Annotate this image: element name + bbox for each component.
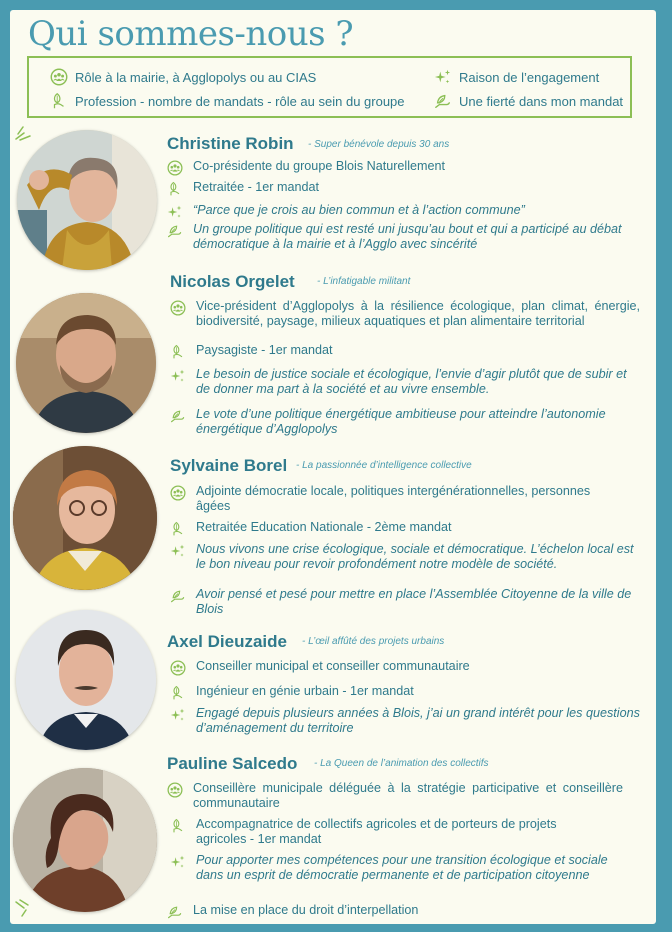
sparkles-icon: [170, 543, 186, 559]
profession-text: Paysagiste - 1er mandat: [196, 343, 333, 357]
legend-profession-label: Profession - nombre de mandats - rôle au sein du groupe: [75, 93, 405, 109]
fierte-text: La mise en place du droit d’interpellation: [193, 903, 419, 917]
fierte-text: Avoir pensé et pesé pour mettre en place l’Assemblée Citoyenne de la ville de Blois: [196, 587, 632, 616]
legend-role-label: Rôle à la mairie, à Agglopolys ou au CIAS: [75, 69, 317, 85]
person-fierte: [167, 222, 627, 252]
people-group-icon: [167, 160, 183, 176]
legend-profession: [50, 92, 405, 110]
person-profession: [170, 343, 640, 360]
leaf-hand-icon: [170, 818, 186, 834]
people-group-icon: [50, 68, 68, 86]
seedling-hand-icon: [434, 92, 452, 110]
person-raison: [170, 853, 630, 883]
leaf-hand-icon: [50, 92, 68, 110]
leaf-hand-icon: [170, 344, 186, 360]
person-role: [167, 781, 623, 811]
legend-box: [27, 56, 632, 118]
leaf-hand-icon: [170, 521, 186, 537]
legend-fierte-label: Une fierté dans mon mandat: [459, 93, 624, 109]
fierte-text: Un groupe politique qui est resté uni jusqu’au bout et qui a participé au débat démocratique à la mairie et à l’Agglo avec sincérité: [193, 222, 622, 251]
person-tagline: - La passionnée d’intelligence collective: [296, 460, 472, 471]
raison-text: Engagé depuis plusieurs années à Blois, j’ai un grand intérêt pour les questions d’aménagement du territoire: [196, 706, 640, 735]
role-text: Co-présidente du groupe Blois Naturellement: [193, 159, 446, 173]
person-tagline: - L’infatigable militant: [317, 276, 411, 287]
person-profession: [170, 817, 600, 847]
photo-christine-robin: [17, 130, 157, 270]
seedling-hand-icon: [167, 223, 183, 239]
person-tagline: - Super bénévole depuis 30 ans: [308, 139, 450, 150]
photo-pauline-salcedo: [13, 768, 157, 912]
person-role: [170, 484, 610, 514]
sparkles-icon: [170, 707, 186, 723]
people-group-icon: [170, 485, 186, 501]
profession-text: Retraitée - 1er mandat: [193, 180, 319, 194]
person-raison: [167, 203, 627, 220]
person-tagline: - La Queen de l’animation des collectifs: [314, 758, 489, 769]
role-text: Vice-président d’Agglopolys à la résilience écologique, plan climat, énergie, biodiversité, paysage, milieux aquatiques et plan alimentaire territorial: [196, 299, 640, 328]
seedling-hand-icon: [170, 588, 186, 604]
person-name: Pauline Salcedo: [167, 754, 298, 773]
legend-fierte: [434, 92, 623, 110]
person-fierte: [170, 407, 640, 437]
legend-raison-label: Raison de l’engagement: [459, 69, 600, 85]
person-tagline: - L’œil affûté des projets urbains: [302, 636, 445, 647]
sparkles-icon: [167, 204, 183, 220]
person-fierte: [167, 903, 627, 920]
leaf-hand-icon: [170, 685, 186, 701]
photo-axel-dieuzaide: [16, 610, 156, 750]
raison-text: Nous vivons une crise écologique, sociale et démocratique. L’échelon local est le bon niveau pour revoir profondément notre modèle de société.: [196, 542, 634, 571]
raison-text: Le besoin de justice sociale et écologique, l’envie d’agir plutôt que de subir et de donner ma part à la société et au vivre ensemble.: [196, 367, 627, 396]
person-role: [170, 299, 640, 329]
person-role: [170, 659, 640, 676]
leaf-hand-icon: [167, 181, 183, 197]
page: [10, 10, 656, 924]
person-name: Sylvaine Borel: [170, 456, 288, 475]
photo-sylvaine-borel: [13, 446, 157, 590]
accent-lines-icon: [14, 125, 38, 141]
raison-text: Pour apporter mes compétences pour une transition écologique et sociale dans un esprit de démocratie permanente et de participation citoyenne: [196, 853, 608, 882]
person-raison: [170, 542, 640, 572]
role-text: Adjointe démocratie locale, politiques intergénérationnelles, personnes âgées: [196, 484, 591, 513]
person-profession: [167, 180, 627, 197]
people-group-icon: [167, 782, 183, 798]
legend-raison: [434, 68, 599, 86]
photo-nicolas-orgelet: [16, 293, 156, 433]
person-name: Axel Dieuzaide: [167, 632, 287, 651]
raison-text: “Parce que je crois au bien commun et à l’action commune”: [193, 203, 525, 217]
people-group-icon: [170, 660, 186, 676]
person-profession: [170, 684, 640, 701]
seedling-hand-icon: [170, 408, 186, 424]
profession-text: Accompagnatrice de collectifs agricoles et de porteurs de projets agricoles - 1er mandat: [196, 817, 557, 846]
profession-text: Ingénieur en génie urbain - 1er mandat: [196, 684, 414, 698]
sparkles-icon: [170, 368, 186, 384]
page-title: Qui sommes-nous ?: [28, 14, 354, 54]
person-raison: [170, 367, 640, 397]
legend-role: [50, 68, 316, 86]
role-text: Conseiller municipal et conseiller communautaire: [196, 659, 470, 673]
person-profession: [170, 520, 640, 537]
sparkles-icon: [170, 854, 186, 870]
person-name: Nicolas Orgelet: [170, 272, 295, 291]
person-raison: [170, 706, 640, 736]
people-group-icon: [170, 300, 186, 316]
person-name: Christine Robin: [167, 134, 294, 153]
sparkles-icon: [434, 68, 452, 86]
role-text: Conseillère municipale déléguée à la stratégie participative et conseillère communautaire: [193, 781, 623, 810]
profession-text: Retraitée Education Nationale - 2ème mandat: [196, 520, 452, 534]
fierte-text: Le vote d’une politique énergétique ambitieuse pour atteindre l’autonomie énergétique d’Agglopolys: [196, 407, 606, 436]
person-fierte: [170, 587, 640, 617]
accent-lines-bottom-icon: [14, 898, 38, 918]
person-role: [167, 159, 627, 176]
seedling-hand-icon: [167, 904, 183, 920]
